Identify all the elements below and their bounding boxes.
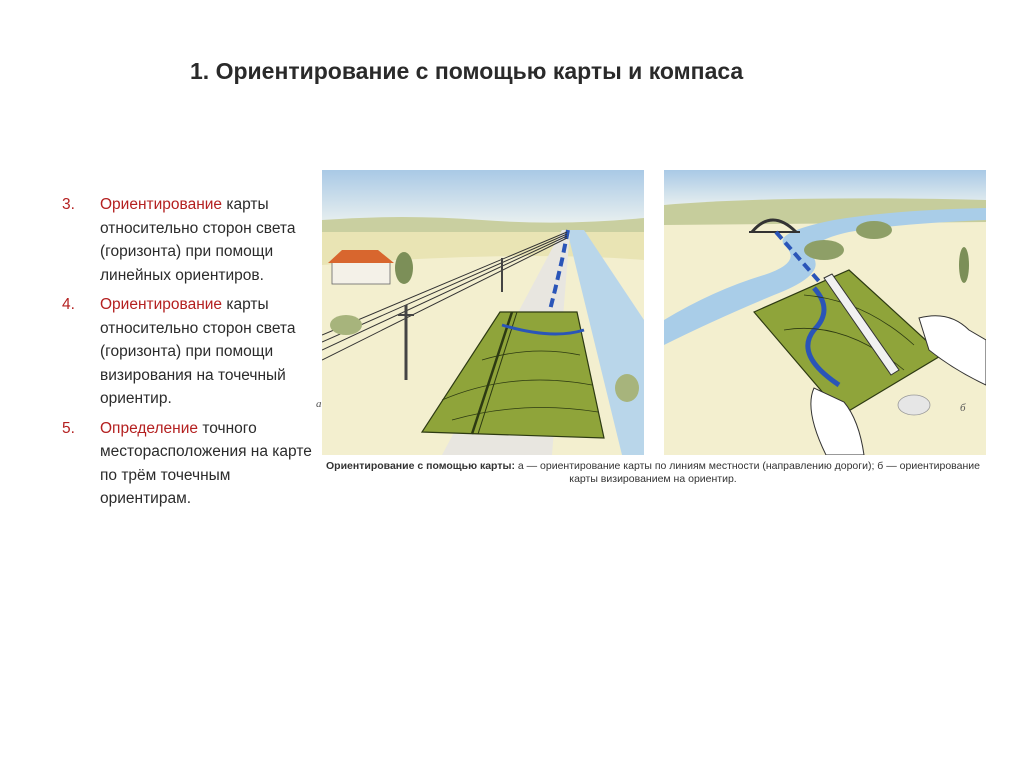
river-landscape-illustration	[664, 170, 986, 455]
list-item-number: 4.	[62, 296, 75, 313]
list-item-text: точного месторасположения на карте по трём точечным ориентирам.	[100, 419, 312, 507]
list-item-keyword: Ориентирование	[100, 196, 223, 213]
slide-title: 1. Ориентирование с помощью карты и компаса	[190, 58, 744, 84]
caption-text: а — ориентирование карты по линиям местности (направлению дороги); б — ориентирование карты визированием на ориентир.	[514, 460, 980, 485]
figure-caption	[322, 460, 984, 486]
list-item	[62, 193, 312, 287]
list-item-number: 3.	[62, 196, 75, 213]
list-item-number: 5.	[62, 419, 75, 437]
illustration-figure	[316, 170, 984, 500]
caption-title: Ориентирование с помощью карты:	[326, 460, 515, 472]
illustration-panel-a	[316, 170, 644, 455]
road-landscape-illustration	[322, 170, 644, 455]
list-item-keyword: Ориентирование	[100, 296, 223, 313]
list-item	[62, 417, 312, 511]
orientation-list	[62, 193, 312, 517]
panel-b-label: б	[960, 402, 966, 414]
list-item-text: карты относительно сторон света (горизонта) при помощи линейных ориентиров.	[100, 196, 296, 284]
list-item-text: карты относительно сторон света (горизонта) при помощи визирования на точечный ориентир.	[100, 296, 296, 407]
list-item-keyword: Определение	[100, 419, 199, 437]
list-item	[62, 293, 312, 411]
panel-a-label: а	[316, 398, 322, 410]
illustration-panel-b	[664, 170, 986, 455]
